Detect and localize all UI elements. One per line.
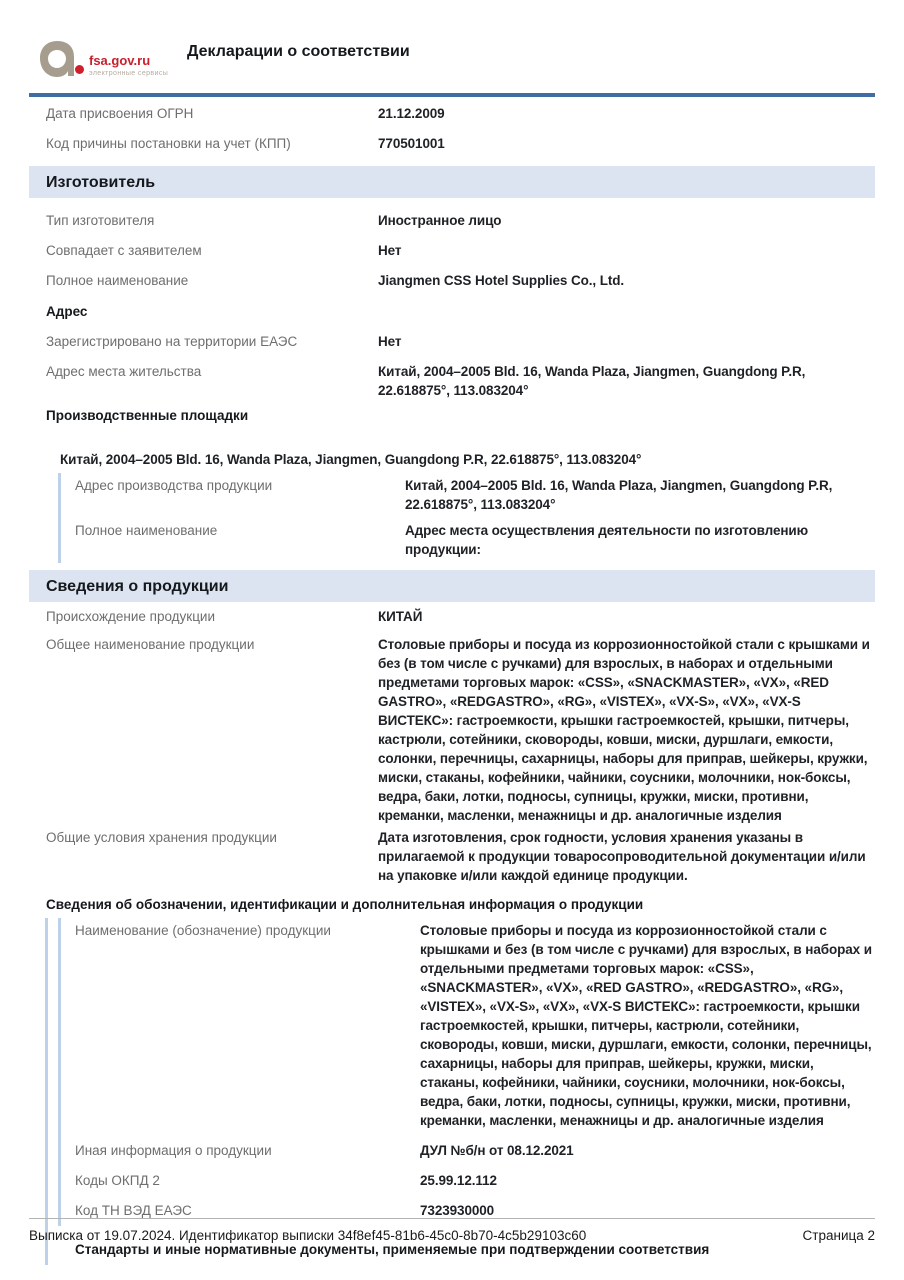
table-row xyxy=(75,1166,875,1196)
row-label: Адрес места жительства xyxy=(46,364,202,379)
subheader-standards: Стандарты и иные нормативные документы, применяемые при подтверждении соответствия xyxy=(75,1242,710,1257)
product-rows xyxy=(29,602,875,891)
row-label: Адрес производства продукции xyxy=(75,478,273,493)
row-value: 7323930000 xyxy=(420,1203,495,1218)
row-value: Дата изготовления, срок годности, условия хранения указаны в прилагаемой к продукции товаросопроводительной документации и/или на упаковке и/или каждой единице продукции. xyxy=(378,830,866,883)
row-value: Столовые приборы и посуда из коррозионностойкой стали с крышками и без (в том числе с ручками) для взрослых, в наборах и отдельными предметами торговых марок: «CSS», «SNACKMASTER», «VX», «RED GASTRO», «REDGASTRO», «RG», «VISTEX», «VX-S», «VX», «VX-S ВИСТЕКС»: гастроемкости, крышки гастроемкостей, крышки, питчеры, кастрюли, сотейники, сковороды, ковши, миски, дуршлаги, емкости, солонки, перечницы, сахарницы, наборы для приправ, шейкеры, кружки, миски, стаканы, кофейники, чайники, соусники, молочники, нок-боксы, ведра, баки, лотки, подносы, супницы, кружки, миски, противни, креманки, масленки, менажницы и др. аналогичные изделия xyxy=(378,637,870,823)
row-value: Jiangmen CSS Hotel Supplies Co., Ltd. xyxy=(378,273,625,288)
row-label: Тип изготовителя xyxy=(46,213,155,228)
address-rows xyxy=(29,327,875,406)
row-label: Общее наименование продукции xyxy=(46,637,255,652)
row-label: Коды ОКПД 2 xyxy=(75,1173,160,1188)
row-label: Дата присвоения ОГРН xyxy=(46,106,194,121)
logo-text xyxy=(89,41,175,77)
row-label: Общие условия хранения продукции xyxy=(46,830,277,845)
production-site-block xyxy=(58,473,875,563)
section-header-product: Сведения о продукции xyxy=(29,570,875,602)
subheader-address: Адрес xyxy=(46,304,88,319)
row-label: Совпадает с заявителем xyxy=(46,243,202,258)
table-row xyxy=(75,918,875,1136)
row-label: Иная информация о продукции xyxy=(75,1143,272,1158)
row-label: Зарегистрировано на территории ЕАЭС xyxy=(46,334,298,349)
fsa-logo xyxy=(40,41,175,77)
row-value: Столовые приборы и посуда из коррозионностойкой стали с крышками и без (в том числе с ручками) для взрослых, в наборах и отдельными предметами торговых марок: «CSS», «SNACKMASTER», «VX», «RED GASTRO», «REDGASTRO», «RG», «VISTEX», «VX-S», «VX», «VX-S ВИСТЕКС»: гастроемкости, крышки гастроемкостей, крышки, питчеры, кастрюли, сотейники, сковороды, ковши, миски, дуршлаги, емкости, солонки, перечницы, сахарницы, наборы для приправ, шейкеры, кружки, миски, стаканы, кофейники, чайники, соусники, молочники, нок-боксы, ведра, баки, лотки, подносы, супницы, кружки, миски, противни, креманки, масленки, менажницы и др. аналогичные изделия xyxy=(420,923,872,1128)
logo-red-dot-icon xyxy=(75,65,84,74)
row-value: Нет xyxy=(378,334,402,349)
table-row xyxy=(75,518,875,563)
row-label: Наименование (обозначение) продукции xyxy=(75,923,331,938)
registration-rows xyxy=(29,97,875,159)
table-row xyxy=(46,632,875,825)
identification-block xyxy=(58,918,875,1226)
table-row xyxy=(46,236,875,266)
row-label: Код причины постановки на учет (КПП) xyxy=(46,136,291,151)
row-label: Код ТН ВЭД ЕАЭС xyxy=(75,1203,192,1218)
table-row xyxy=(46,602,875,632)
table-row xyxy=(75,473,875,518)
table-row xyxy=(46,357,875,406)
table-row xyxy=(46,825,875,891)
table-row xyxy=(46,99,875,129)
table-row xyxy=(46,129,875,159)
row-value: Иностранное лицо xyxy=(378,213,502,228)
subheader-identification: Сведения об обозначении, идентификации и дополнительная информация о продукции xyxy=(46,897,644,912)
manufacturer-rows xyxy=(29,198,875,296)
table-row xyxy=(46,206,875,236)
table-row xyxy=(46,266,875,296)
row-value: Нет xyxy=(378,243,402,258)
page-number: Страница 2 xyxy=(802,1228,875,1243)
table-row xyxy=(75,1136,875,1166)
row-value: 770501001 xyxy=(378,136,445,151)
row-value: 25.99.12.112 xyxy=(420,1173,497,1188)
identification-outer-block xyxy=(45,918,875,1265)
section-header-manufacturer: Изготовитель xyxy=(29,166,875,198)
row-value: Адрес места осуществления деятельности по изготовлению продукции: xyxy=(405,523,809,557)
row-label: Полное наименование xyxy=(75,523,218,538)
page-title: Декларации о соответствии xyxy=(187,43,410,60)
document-header xyxy=(29,0,875,93)
logo-tagline: электронные сервисы xyxy=(89,70,169,77)
row-value: ДУЛ №б/н от 08.12.2021 xyxy=(420,1143,574,1158)
document-page xyxy=(29,0,875,1265)
row-value: КИТАЙ xyxy=(378,609,423,624)
production-site-address: Китай, 2004–2005 Bld. 16, Wanda Plaza, Jiangmen, Guangdong P.R, 22.618875°, 113.083204° xyxy=(60,452,642,467)
row-label: Происхождение продукции xyxy=(46,609,216,624)
subheader-production-sites: Производственные площадки xyxy=(46,408,249,423)
logo-site-text: fsa.gov.ru xyxy=(89,53,151,68)
fsa-logo-icon xyxy=(40,41,74,77)
extract-info: Выписка от 19.07.2024. Идентификатор выписки 34f8ef45-81b6-45c0-8b70-4c5b29103c60 xyxy=(29,1228,587,1243)
row-value: Китай, 2004–2005 Bld. 16, Wanda Plaza, Jiangmen, Guangdong P.R, 22.618875°, 113.083204° xyxy=(378,364,806,398)
page-footer xyxy=(29,1218,875,1244)
table-row xyxy=(46,327,875,357)
row-value: 21.12.2009 xyxy=(378,106,445,121)
row-label: Полное наименование xyxy=(46,273,189,288)
row-value: Китай, 2004–2005 Bld. 16, Wanda Plaza, Jiangmen, Guangdong P.R, 22.618875°, 113.083204° xyxy=(405,478,833,512)
